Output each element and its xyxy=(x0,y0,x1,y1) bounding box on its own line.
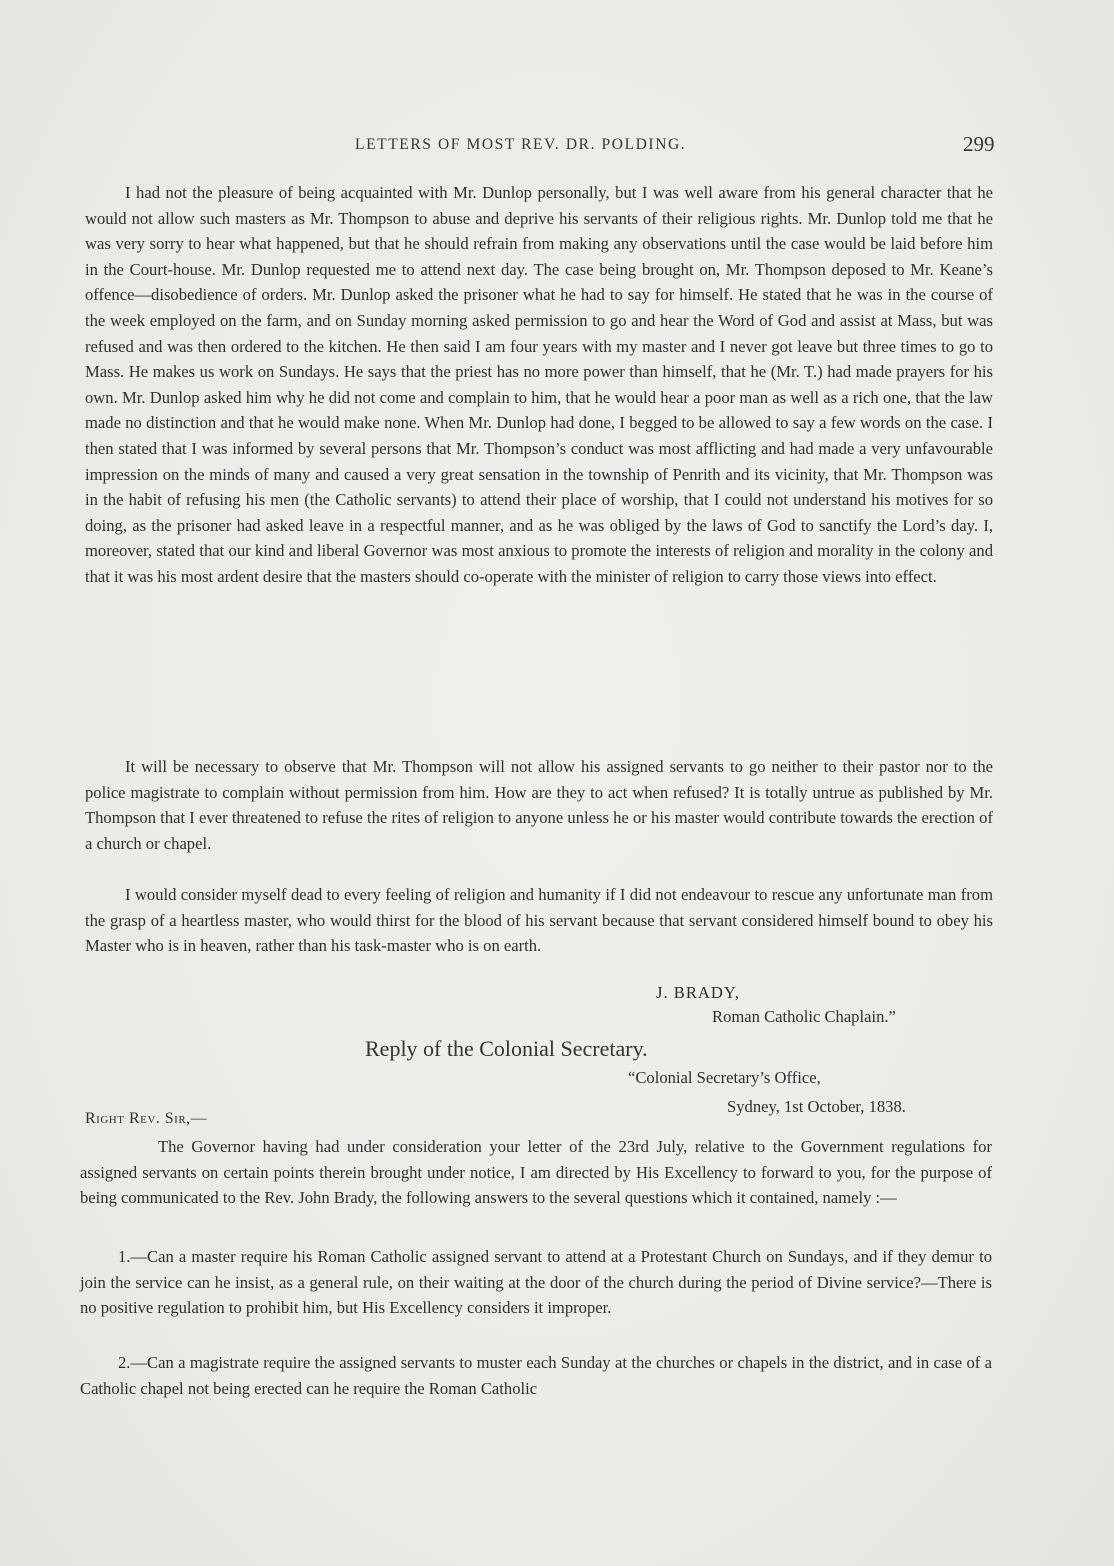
salutation: Right Rev. Sir,— xyxy=(85,1110,208,1127)
letter-paragraph: I would consider myself dead to every feeling of religion and humanity if I did not endeavour to rescue any unfortunate man from the grasp of a heartless master, who would thirst for the blood of his servant because that servant considered himself bound to obey his Master who is in heaven, rather than his task-master who is on earth. xyxy=(85,885,993,956)
signature-title: Roman Catholic Chaplain.” xyxy=(712,1007,896,1026)
section-heading: Reply of the Colonial Secretary. xyxy=(365,1036,648,1061)
letter-paragraph: It will be necessary to observe that Mr. Thompson will not allow his assigned servants to go neither to their pastor nor to the police magistrate to complain without permission from him. How are they to act when refused? It is totally untrue as published by Mr. Thompson that I ever threatened to refuse the rites of religion to anyone unless he or his master would contribute towards the erection of a church or chapel. xyxy=(85,757,993,853)
reply-paragraph: The Governor having had under consideration your letter of the 23rd July, relative to the Government regulations for assigned servants on certain points therein brought under notice, I am directed by His Excellency to forward to you, for the purpose of being communicated to the Rev. John Brady, the following answers to the several questions which it contained, namely :— xyxy=(80,1137,992,1208)
running-head xyxy=(0,132,1114,162)
reply-paragraph: 2.—Can a magistrate require the assigned servants to muster each Sunday at the churches or chapels in the district, and in case of a Catholic chapel not being erected can he require the Roman Catholic xyxy=(80,1353,992,1398)
reply-paragraph: 1.—Can a master require his Roman Catholic assigned servant to attend at a Protestant Church on Sundays, and if they demur to join the service can he insist, as a general rule, on their waiting at the door of the church during the period of Divine service?—There is no positive regulation to prohibit him, but His Excellency considers it improper. xyxy=(80,1247,992,1318)
page-number: 299 xyxy=(963,132,995,156)
office-line: “Colonial Secretary’s Office, xyxy=(628,1068,821,1087)
running-title: LETTERS OF MOST REV. DR. POLDING. xyxy=(355,136,687,153)
signature-name: J. BRADY, xyxy=(656,983,740,1002)
letter-paragraph: I had not the pleasure of being acquainted with Mr. Dunlop personally, but I was well aware from his general character that he would not allow such masters as Mr. Thompson to abuse and deprive his servants of their religious rights. Mr. Dunlop told me that he was very sorry to hear what happened, but that he should refrain from making any observations until the case would be laid before him in the Court-house. Mr. Dunlop requested me to attend next day. The case being brought on, Mr. Thompson deposed to Mr. Keane’s offence—disobedience of orders. Mr. Dunlop asked the prisoner what he had to say for himself. He stated that he was in the course of the week employed on the farm, and on Sunday morning asked permission to go and hear the Word of God and assist at Mass, but was refused and was then ordered to the kitchen. He then said I am four years with my master and I never got leave but three times to go to Mass. He makes us work on Sundays. He says that the priest has no more power than himself, that he (Mr. T.) had made prayers for his own. Mr. Dunlop asked him why he did not come and complain to him, that he would hear a poor man as well as a rich one, that the law made no distinction and that he would make none. When Mr. Dunlop had done, I begged to be allowed to say a few words on the case. I then stated that I was informed by several persons that Mr. Thompson’s conduct was most afflicting and had made a very unfavourable impression on the minds of many and caused a very great sensation in the township of Penrith and its vicinity, that Mr. Thompson was in the habit of refusing his men (the Catholic servants) to attend their place of worship, that I could not understand his motives for so doing, as the prisoner had asked leave in a respectful manner, and as he was obliged by the laws of God to sanctify the Lord’s day. I, moreover, stated that our kind and liberal Governor was most anxious to promote the interests of religion and morality in the colony and that it was his most ardent desire that the masters should co-operate with the minister of religion to carry those views into effect. xyxy=(85,183,993,586)
date-line: Sydney, 1st October, 1838. xyxy=(727,1097,906,1116)
